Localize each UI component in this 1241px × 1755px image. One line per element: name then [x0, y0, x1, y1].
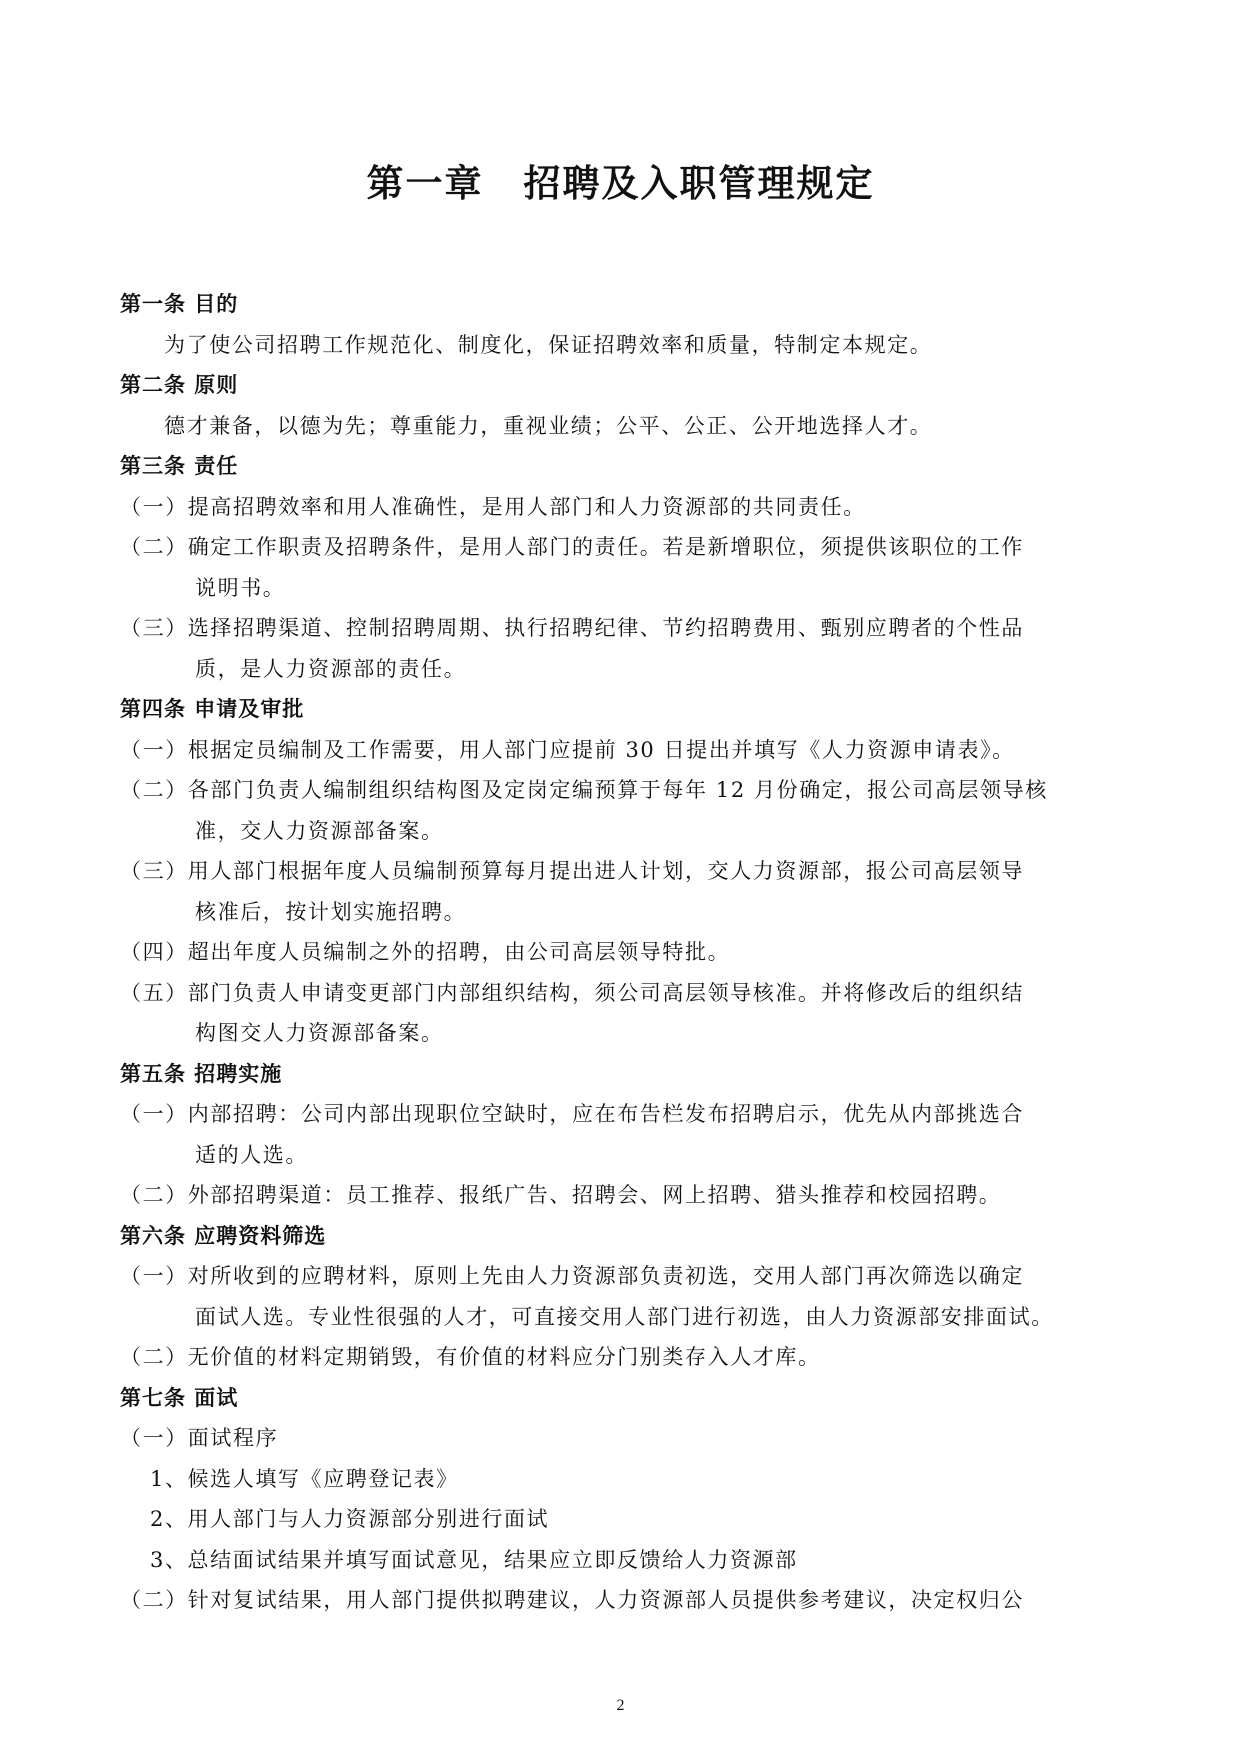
- list-item-continuation: 质，是人力资源部的责任。: [195, 656, 467, 681]
- list-item: （二）各部门负责人编制组织结构图及定岗定编预算于每年 12 月份确定，报公司高层领导核: [120, 778, 1048, 802]
- sub-item: 2、用人部门与人力资源部分别进行面试: [150, 1507, 550, 1531]
- list-item: （一）提高招聘效率和用人准确性，是用人部门和人力资源部的共同责任。: [120, 494, 866, 519]
- article-heading: 第七条 面试: [120, 1384, 239, 1410]
- list-item: （一）面试程序: [120, 1426, 279, 1450]
- sub-item: 3、总结面试结果并填写面试意见，结果应立即反馈给人力资源部: [150, 1547, 798, 1572]
- paragraph-line: 为了使公司招聘工作规范化、制度化，保证招聘效率和质量，特制定本规定。: [164, 332, 933, 357]
- article-heading: 第五条 招聘实施: [120, 1060, 283, 1086]
- article-heading: 第二条 原则: [120, 372, 239, 397]
- list-item-continuation: 适的人选。: [195, 1142, 308, 1167]
- list-item: （三）用人部门根据年度人员编制预算每月提出进人计划，交人力资源部，报公司高层领导: [120, 859, 1024, 883]
- list-item-continuation: 面试人选。专业性很强的人才，可直接交用人部门进行初选，由人力资源部安排面试。: [195, 1304, 1054, 1329]
- list-item-continuation: 核准后，按计划实施招聘。: [195, 899, 467, 924]
- article-heading: 第三条 责任: [120, 453, 239, 478]
- chapter-number: 第一章: [366, 161, 484, 205]
- list-item-continuation: 准，交人力资源部备案。: [195, 818, 444, 843]
- list-item: （二）确定工作职责及招聘条件，是用人部门的责任。若是新增职位，须提供该职位的工作: [120, 535, 1024, 559]
- list-item: （二）针对复试结果，用人部门提供拟聘建议，人力资源部人员提供参考建议，决定权归公: [120, 1588, 1024, 1612]
- article-heading: 第四条 申请及审批: [120, 696, 305, 721]
- page-number: 2: [616, 1697, 625, 1714]
- sub-item: 1、候选人填写《应聘登记表》: [150, 1466, 459, 1491]
- chapter-title: [0, 158, 1241, 208]
- list-item: （二）无价值的材料定期销毁，有价值的材料应分门别类存入人才库。: [120, 1345, 821, 1369]
- list-item: （二）外部招聘渠道：员工推荐、报纸广告、招聘会、网上招聘、猎头推荐和校园招聘。: [120, 1183, 1002, 1207]
- list-item: （五）部门负责人申请变更部门内部组织结构，须公司高层领导核准。并将修改后的组织结: [120, 980, 1024, 1005]
- chapter-name: 招聘及入职管理规定: [523, 161, 875, 205]
- list-item-continuation: 构图交人力资源部备案。: [195, 1021, 444, 1045]
- paragraph-line: 德才兼备，以德为先；尊重能力，重视业绩；公平、公正、公开地选择人才。: [164, 413, 933, 438]
- list-item: （三）选择招聘渠道、控制招聘周期、执行招聘纪律、节约招聘费用、甄别应聘者的个性品: [120, 616, 1024, 640]
- list-item: （四）超出年度人员编制之外的招聘，由公司高层领导特批。: [120, 940, 731, 964]
- list-item: （一）对所收到的应聘材料，原则上先由人力资源部负责初选，交用人部门再次筛选以确定: [120, 1264, 1024, 1288]
- article-heading: 第一条 目的: [120, 291, 239, 316]
- list-item: （一）根据定员编制及工作需要，用人部门应提前 30 日提出并填写《人力资源申请表》。: [120, 737, 1015, 762]
- list-item-continuation: 说明书。: [195, 575, 286, 600]
- article-heading: 第六条 应聘资料筛选: [120, 1222, 327, 1248]
- document-body: [120, 284, 1125, 1621]
- list-item: （一）内部招聘：公司内部出现职位空缺时，应在布告栏发布招聘启示，优先从内部挑选合: [120, 1102, 1024, 1126]
